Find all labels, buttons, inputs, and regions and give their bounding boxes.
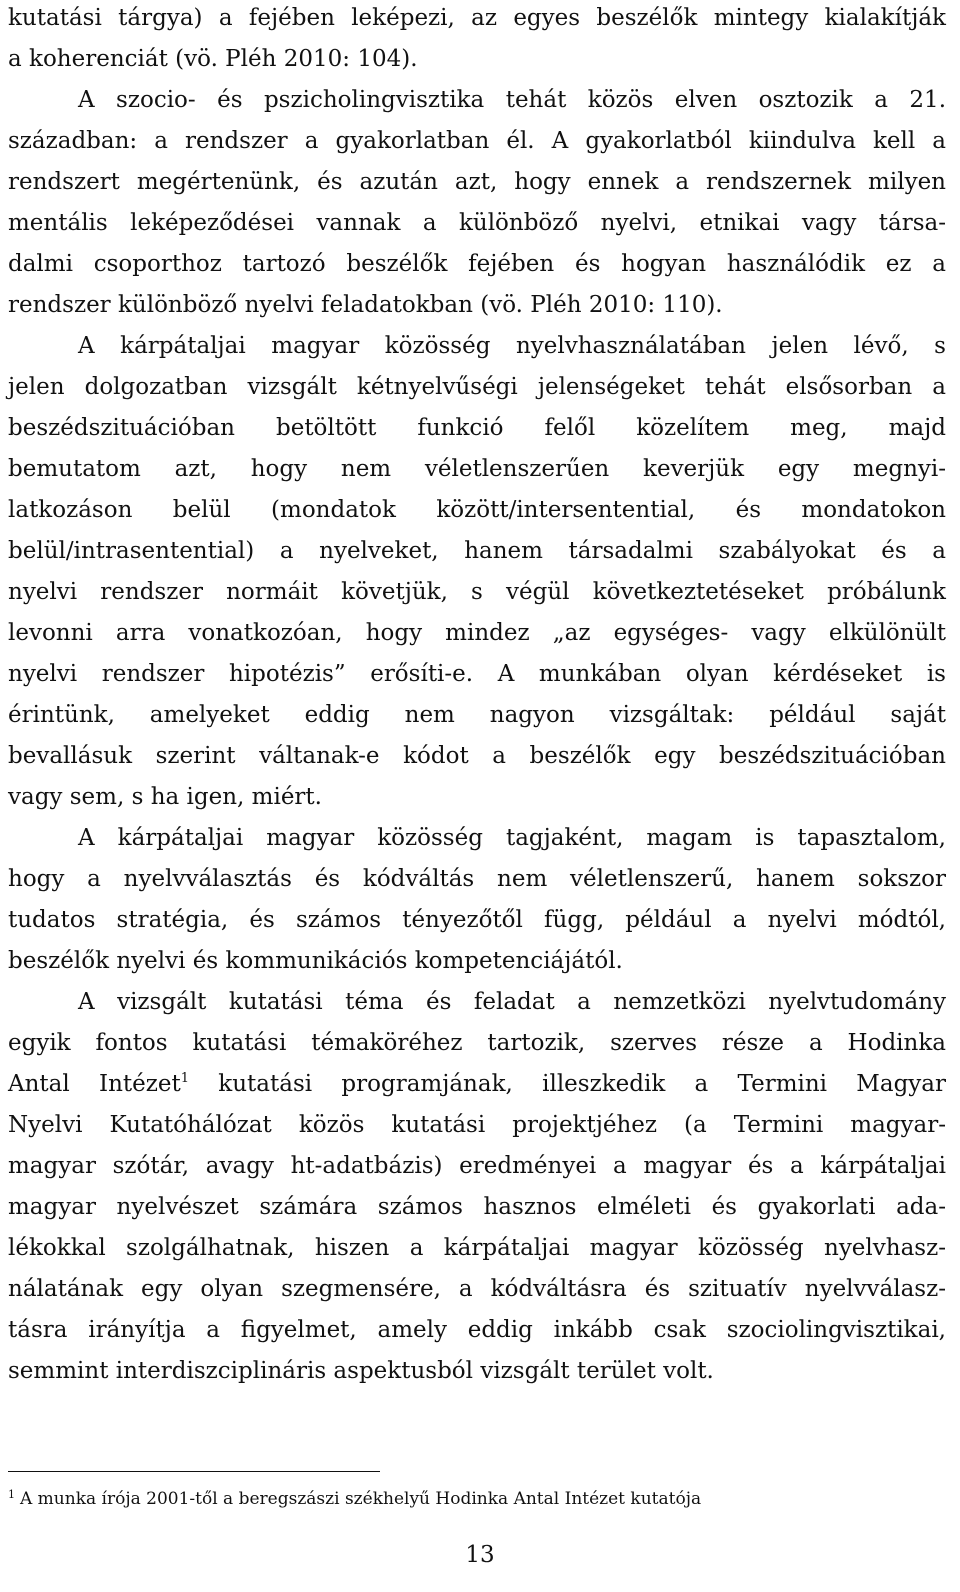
text-line: egyik fontos kutatási témaköréhez tartozik, szerves része a Hodinka: [8, 1030, 946, 1056]
text-line: kutatási tárgya) a fejében leképezi, az egyes beszélők mintegy kialakítják: [8, 5, 946, 31]
text-line: nyelvi rendszer hipotézis” erősíti-e. A munkában olyan kérdéseket is: [8, 661, 946, 687]
footnote-reference: 1: [180, 1071, 190, 1086]
text-line: magyar szótár, avagy ht-adatbázis) eredményei a magyar és a kárpátaljai: [8, 1153, 946, 1179]
text-line: érintünk, amelyeket eddig nem nagyon vizsgáltak: például saját: [8, 702, 946, 728]
text-line: A szocio- és pszicholingvisztika tehát közös elven osztozik a 21.: [78, 87, 946, 113]
text-line: rendszer különböző nyelvi feladatokban (vö. Pléh 2010: 110).: [8, 292, 723, 318]
text-line: hogy a nyelvválasztás és kódváltás nem véletlenszerű, hanem sokszor: [8, 866, 946, 892]
text-line: mentális leképeződései vannak a különböző nyelvi, etnikai vagy társa-: [8, 210, 946, 236]
paragraph: [8, 982, 946, 1392]
text-line: Antal Intézet$^1$ kutatási programjának, illeszkedik a Termini Magyar: [8, 1071, 946, 1097]
text-line: jelen dolgozatban vizsgált kétnyelvűségi jelenségeket tehát elsősorban a: [8, 374, 946, 400]
body-text: [8, 0, 946, 1392]
paragraph: [8, 80, 946, 326]
text-line: semmint interdiszciplináris aspektusból vizsgált terület volt.: [8, 1358, 714, 1384]
footnote: [8, 1488, 938, 1510]
text-line: dalmi csoporthoz tartozó beszélők fejében és hogyan használódik ez a: [8, 251, 946, 277]
text-line: levonni arra vonatkozóan, hogy mindez „az egységes- vagy elkülönült: [8, 620, 946, 646]
paragraph: [8, 818, 946, 982]
text-line: nálatának egy olyan szegmensére, a kódváltásra és szituatív nyelvválasz-: [8, 1276, 946, 1302]
text-line: vagy sem, s ha igen, miért.: [8, 784, 322, 810]
text-line: A kárpátaljai magyar közösség tagjaként, magam is tapasztalom,: [78, 825, 946, 851]
text-line: latkozáson belül (mondatok között/intersentential, és mondatokon: [8, 497, 946, 523]
paragraph: [8, 0, 946, 80]
footnote-marker: 1: [8, 1488, 15, 1501]
text-line: A kárpátaljai magyar közösség nyelvhasználatában jelen lévő, s: [78, 333, 946, 359]
text-line: rendszert megértenünk, és azután azt, hogy ennek a rendszernek milyen: [8, 169, 946, 195]
text-line: században: a rendszer a gyakorlatban él. A gyakorlatból kiindulva kell a: [8, 128, 946, 154]
text-line: tásra irányítja a figyelmet, amely eddig inkább csak szociolingvisztikai,: [8, 1317, 946, 1343]
text-line: magyar nyelvészet számára számos hasznos elméleti és gyakorlati ada-: [8, 1194, 946, 1220]
text-line: tudatos stratégia, és számos tényezőtől függ, például a nyelvi módtól,: [8, 907, 946, 933]
footnote-separator: [8, 1471, 380, 1472]
text-line: beszédszituációban betöltött funkció felől közelítem meg, majd: [8, 415, 946, 441]
text-line: belül/intrasentential) a nyelveket, hanem társadalmi szabályokat és a: [8, 538, 946, 564]
text-line: a koherenciát (vö. Pléh 2010: 104).: [8, 46, 418, 72]
text-line: bevallásuk szerint váltanak-e kódot a beszélők egy beszédszituációban: [8, 743, 946, 769]
text-line: nyelvi rendszer normáit követjük, s végül következtetéseket próbálunk: [8, 579, 946, 605]
text-line: lékokkal szolgálhatnak, hiszen a kárpátaljai magyar közösség nyelvhasz-: [8, 1235, 946, 1261]
footnote-text: A munka írója 2001-től a beregszászi székhelyű Hodinka Antal Intézet kutatója: [20, 1489, 702, 1509]
paragraph: [8, 326, 946, 818]
text-line: Nyelvi Kutatóhálózat közös kutatási projektjéhez (a Termini magyar-: [8, 1112, 946, 1138]
text-line: bemutatom azt, hogy nem véletlenszerűen keverjük egy megnyi-: [8, 456, 946, 482]
text-line: beszélők nyelvi és kommunikációs kompetenciájától.: [8, 948, 623, 974]
text-line: A vizsgált kutatási téma és feladat a nemzetközi nyelvtudomány: [78, 989, 946, 1015]
page-number: 13: [465, 1542, 495, 1568]
